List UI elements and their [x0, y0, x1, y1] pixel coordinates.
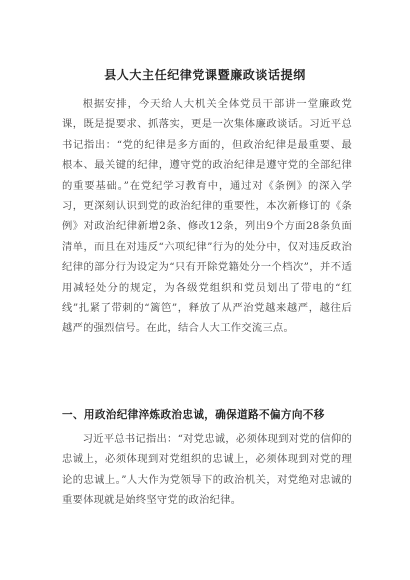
document-title: 县人大主任纪律党课暨廉政谈话提纲 [104, 68, 306, 82]
section-heading: 一、用政治纪律淬炼政治忠诚，确保道路不偏方向不移 [62, 409, 325, 421]
body-paragraph: 根据安排，今天给人大机关全体党员干部讲一堂廉政党课，既是提要求、抓落实，更是一次集体廉政谈话。习近平总书记指出：“党的纪律是多方面的，但政治纪律是最重要、最根本、最关键的纪律，遵守党的政治纪律是遵守党的全部纪律的重要基础。”在党纪学习教育中，通过对《条例》的深入学习，更深刻认识到党的政治纪律的重要性，本次新修订的《条例》对政治纪律新增2条、修改12条，列出9个方面28条负面清单，而且在对违反“六项纪律”行为的处分中，仅对违反政治纪律的部分行为设定为“只有开除党籍处分一个档次”，并不适用减轻处分的规定，为各级党组织和党员划出了带电的“红线”扎紧了带刺的“篱笆”，释放了从严治党越来越严，越往后越严的强烈信号。在此，结合人大工作交流三点。 [62, 98, 352, 335]
body-paragraph: 习近平总书记指出：“对党忠诚，必须体现到对党的信仰的忠诚上，必须体现到对党组织的忠诚上，必须体现到对党的理论的忠诚上。”人大作为党领导下的政治机关，对党绝对忠诚的重要体现就是始终坚守党的政治纪律。 [62, 433, 352, 507]
